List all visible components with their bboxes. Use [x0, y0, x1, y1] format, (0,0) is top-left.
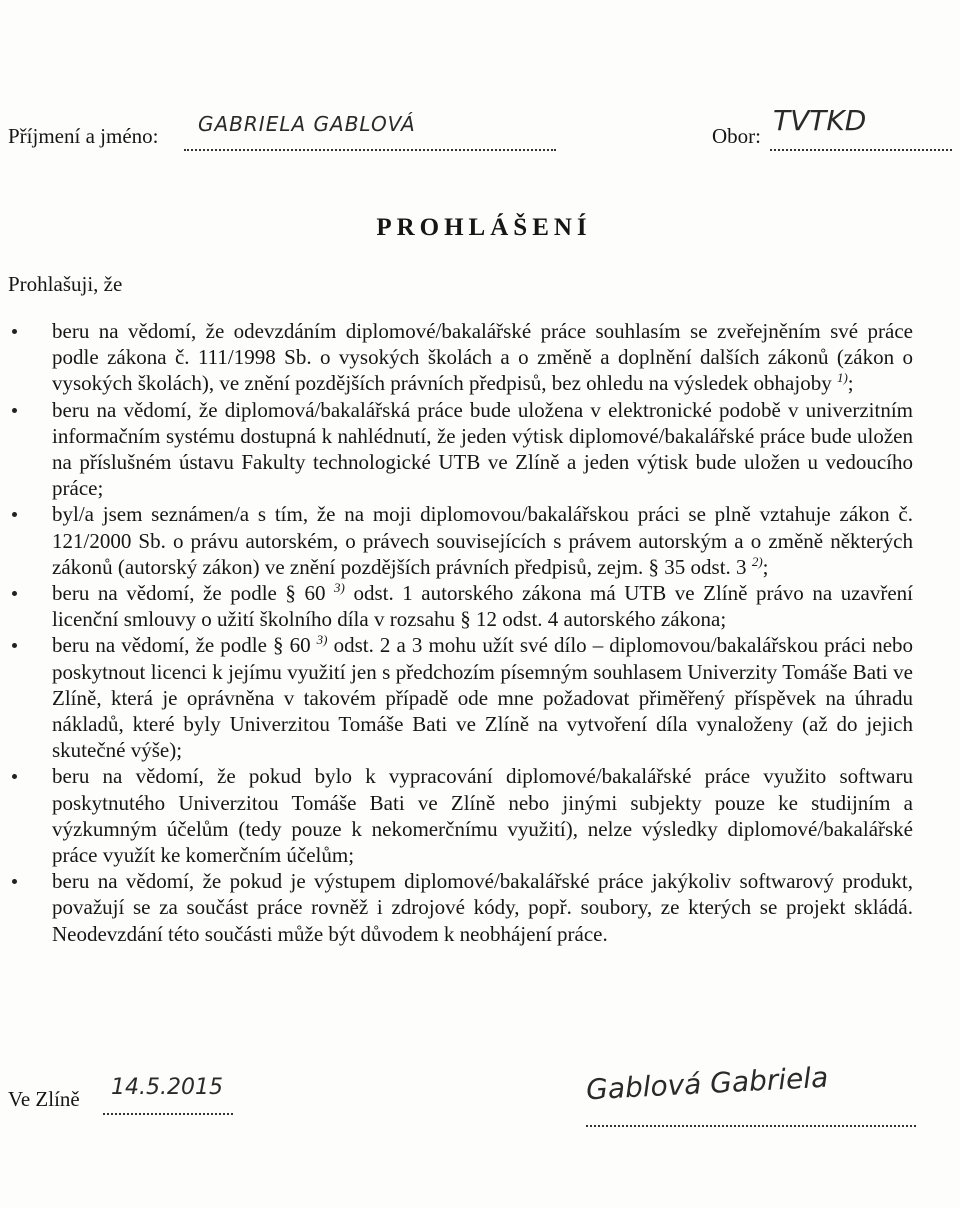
- name-dotted-line: [184, 149, 556, 151]
- place-date-row: [8, 1060, 953, 1135]
- field-dotted-line: [770, 149, 952, 151]
- list-item: [8, 580, 913, 632]
- list-item: [8, 632, 913, 763]
- item-text: byl/a jsem seznámen/a s tím, že na moji diplomovou/bakalářskou práci se plně vztahuje zákon č. 121/2000 Sb. o právu autorském, o právech souvisejících s právem autorským a o změně některých zákonů (autorský zákon) ve znění pozdějších právních předpisů, zejm. § 35 odst. 3: [52, 502, 913, 579]
- footnote-ref: 1): [836, 370, 848, 386]
- date-handwritten: 14.5.2015: [111, 1075, 223, 1100]
- list-item: [8, 397, 913, 502]
- list-item: [8, 501, 913, 580]
- declaration-list: [8, 318, 913, 947]
- item-text-pre: beru na vědomí, že podle § 60: [52, 581, 326, 606]
- name-value-handwritten: GABRIELA GABLOVÁ: [198, 112, 416, 136]
- item-text: beru na vědomí, že pokud bylo k vypracování diplomové/bakalářské práce využito softwaru poskytnutého Univerzitou Tomáše Bati ve Zlíně nebo jinými subjekty pouze ke studijním a výzkumným účelům (tedy pouze k nekomerčnímu využití), nelze výsledky diplomové/bakalářské práce využít ke komerčním účelům;: [52, 764, 913, 868]
- field-value-handwritten: TVTKD: [773, 104, 867, 137]
- field-label: Obor:: [712, 124, 761, 148]
- list-item: [8, 868, 913, 947]
- item-text: beru na vědomí, že odevzdáním diplomové/bakalářské práce souhlasím se zveřejněním své práce podle zákona č. 111/1998 Sb. o vysokých školách a o změně a doplnění dalších zákonů (zákon o vysokých školách), ve znění pozdějších právních předpisů, bez ohledu na výsledek obhajoby: [52, 319, 913, 396]
- item-text: beru na vědomí, že pokud je výstupem diplomové/bakalářské práce jakýkoliv softwarový produkt, považují se za součást práce rovněž i zdrojové kódy, popř. soubory, ze kterých se projekt skládá. Neodevzdání této součásti může být důvodem k neobhájení práce.: [52, 869, 913, 946]
- signature-dotted-line: [586, 1125, 916, 1127]
- list-item: [8, 318, 913, 397]
- list-item: [8, 763, 913, 868]
- item-text: odst. 1 autorského zákona má UTB ve Zlíně právo na uzavření licenční smlouvy o užití školního díla v rozsahu § 12 odst. 4 autorského zákona;: [52, 581, 914, 632]
- item-text: beru na vědomí, že diplomová/bakalářská práce bude uložena v elektronické podobě v univerzitním informačním systému dostupná k nahlédnutí, že jeden výtisk diplomové/bakalářské práce bude uložen na příslušném ústavu Fakulty technologické UTB ve Zlíně a jeden výtisk bude uložen u vedoucího práce;: [52, 397, 913, 501]
- signature: Gablová Gabriela: [585, 1060, 829, 1107]
- footnote-ref: 3): [334, 580, 345, 596]
- item-tail: ;: [762, 554, 769, 579]
- footnote-ref: 3): [316, 632, 328, 648]
- name-label: Příjmení a jméno:: [8, 124, 159, 148]
- footnote-ref: 2): [751, 553, 763, 569]
- item-tail: ;: [847, 371, 854, 396]
- intro-text: Prohlašuji, že: [8, 272, 123, 296]
- place-label: Ve Zlíně: [8, 1087, 80, 1111]
- item-text: odst. 2 a 3 mohu užít své dílo – diplomovou/bakalářskou práci nebo poskytnout licenci k jejímu využití jen s předchozím písemným souhlasem Univerzity Tomáše Bati ve Zlíně, která je oprávněna v takovém případě ode mne požadovat přiměřený příspěvek na úhradu nákladů, které byly Univerzitou Tomáše Bati ve Zlíně na vytvoření díla vynaloženy (až do jejich skutečné výše);: [52, 633, 914, 763]
- document-title: PROHLÁŠENÍ: [376, 214, 592, 241]
- date-dotted-line: [103, 1113, 233, 1115]
- item-text-pre: beru na vědomí, že podle § 60: [52, 633, 311, 658]
